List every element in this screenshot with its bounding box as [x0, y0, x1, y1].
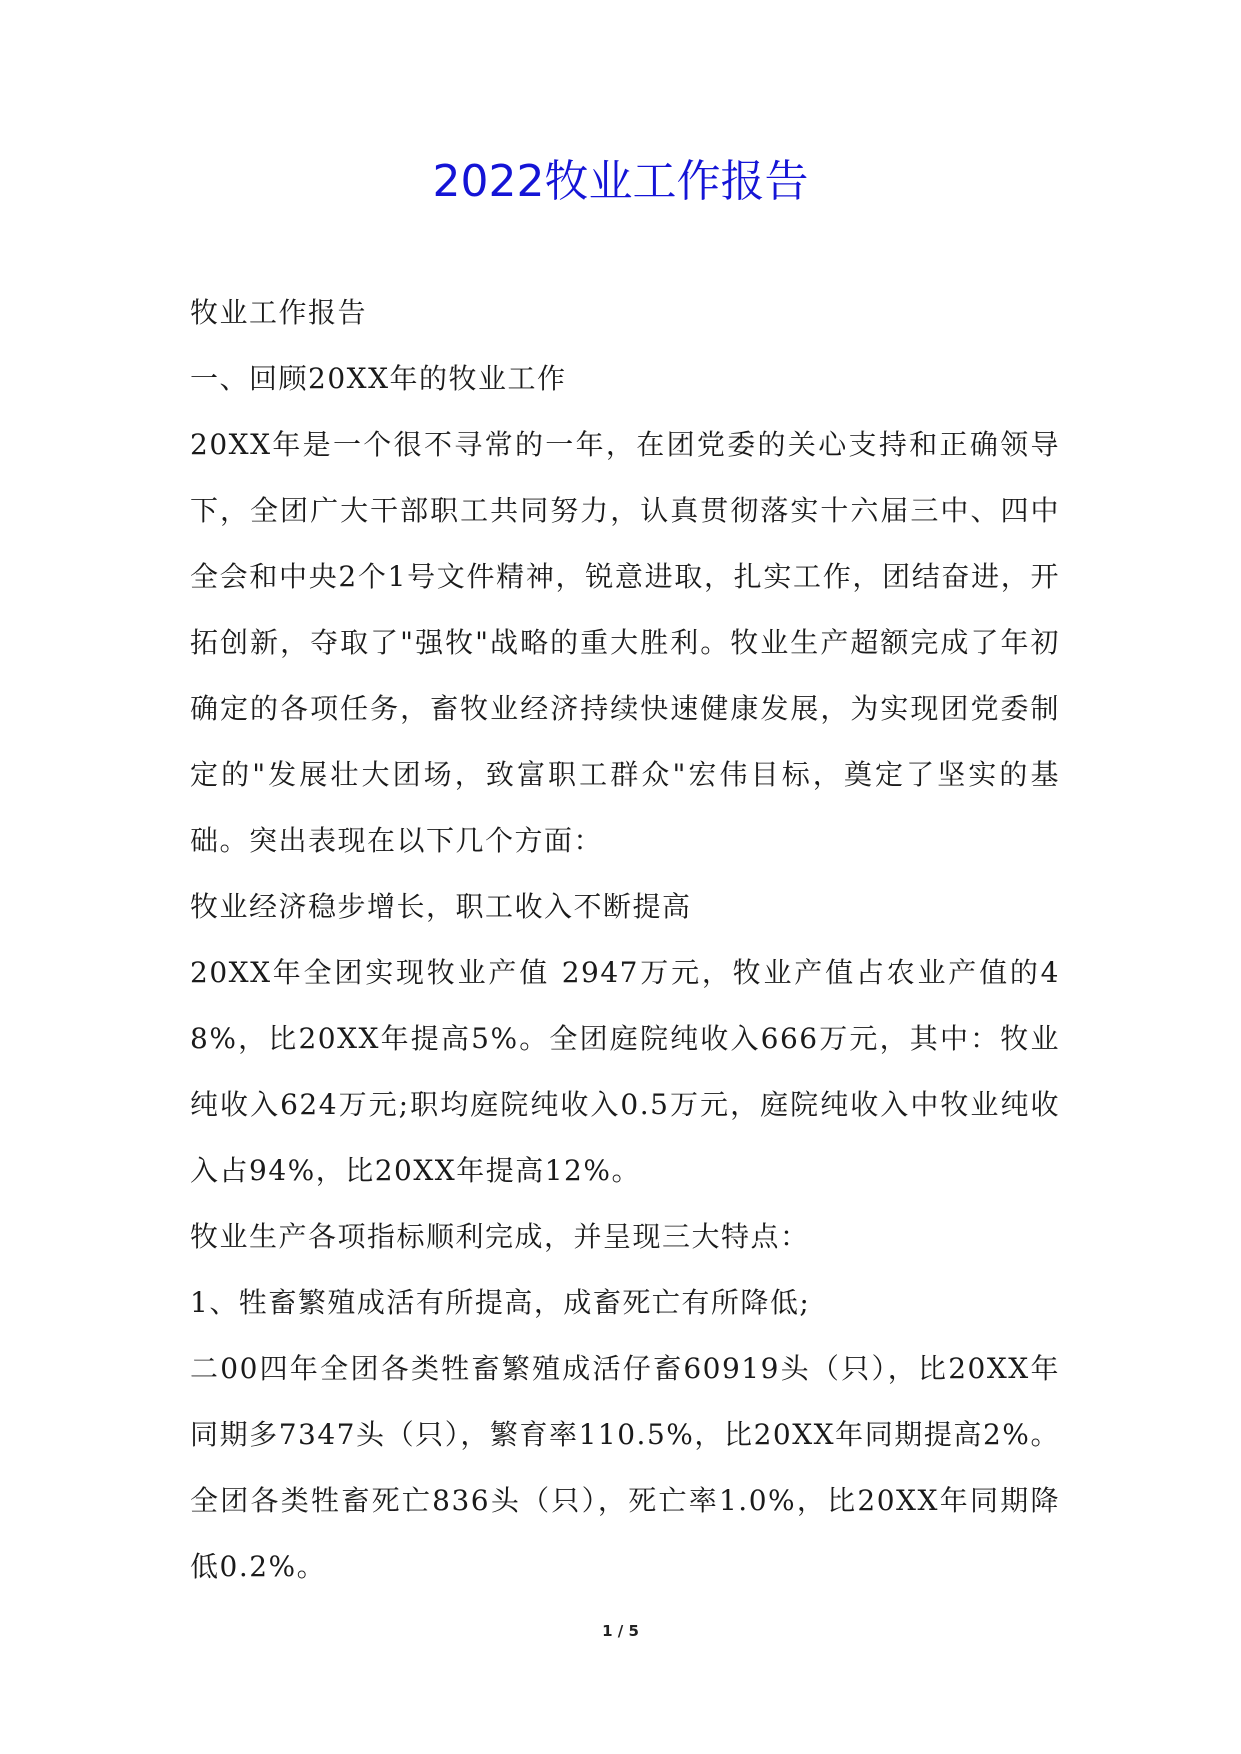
paragraph-economy-figures: 20XX年全团实现牧业产值 2947万元，牧业产值占农业产值的48%，比20XX年提高5%。全团庭院纯收入666万元，其中：牧业纯收入624万元;职均庭院纯收入0.5万元，庭院纯收入中牧业纯收入占94%，比20XX年提高12%。	[190, 956, 1060, 1187]
paragraph-heading: 牧业工作报告	[190, 296, 368, 329]
page-number: 1 / 5	[602, 1622, 639, 1640]
paragraph-point-1: 1、牲畜繁殖成活有所提高，成畜死亡有所降低;	[190, 1286, 811, 1319]
paragraph-subheading-economy: 牧业经济稳步增长，职工收入不断提高	[190, 890, 692, 923]
paragraph-intro: 20XX年是一个很不寻常的一年，在团党委的关心支持和正确领导下，全团广大干部职工共同努力，认真贯彻落实十六届三中、四中全会和中央2个1号文件精神，锐意进取，扎实工作，团结奋进，开拓创新，夺取了"强牧"战略的重大胜利。牧业生产超额完成了年初确定的各项任务，畜牧业经济持续快速健康发展，为实现团党委制定的"发展壮大团场，致富职工群众"宏伟目标，奠定了坚实的基础。突出表现在以下几个方面：	[190, 428, 1060, 857]
paragraph-section-heading: 一、回顾20XX年的牧业工作	[190, 362, 567, 395]
paragraph-subheading-indicators: 牧业生产各项指标顺利完成，并呈现三大特点：	[190, 1220, 810, 1253]
paragraph-breeding-figures: 二00四年全团各类牲畜繁殖成活仔畜60919头（只），比20XX年同期多7347头（只），繁育率110.5%，比20XX年同期提高2%。全团各类牲畜死亡836头（只），死亡率1.0%，比20XX年同期降低0.2%。	[190, 1352, 1060, 1583]
document-body	[190, 280, 1060, 1600]
document-title: 2022牧业工作报告	[432, 156, 809, 207]
